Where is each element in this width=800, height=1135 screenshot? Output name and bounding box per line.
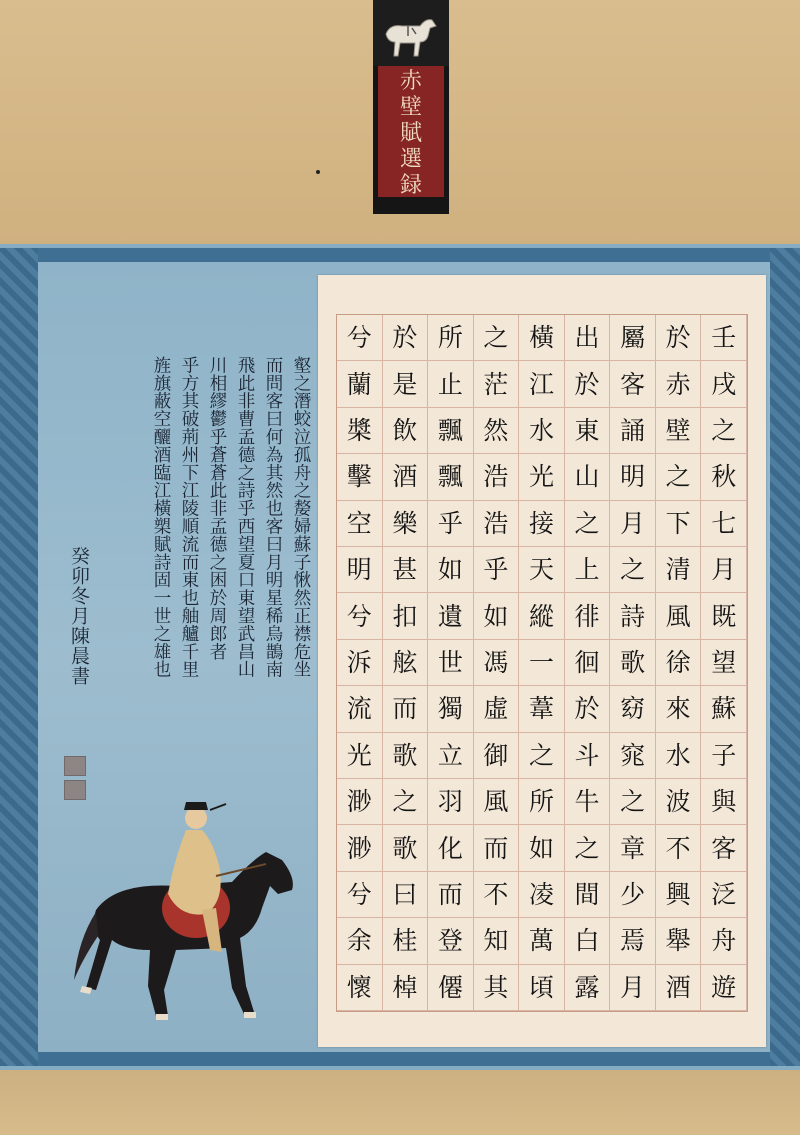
grid-cell: 白	[565, 918, 611, 964]
grid-cell: 飲	[383, 408, 429, 454]
ink-speck	[316, 170, 320, 174]
grid-cell: 獨	[428, 686, 474, 732]
grid-cell: 桂	[383, 918, 429, 964]
title-char: 選	[399, 147, 422, 172]
calligraphy-grid	[336, 314, 748, 1012]
grid-cell: 下	[656, 501, 702, 547]
grid-cell: 泛	[701, 872, 747, 918]
grid-cell: 之	[519, 733, 565, 779]
grid-cell: 虛	[474, 686, 520, 732]
grid-cell: 清	[656, 547, 702, 593]
grid-cell: 羽	[428, 779, 474, 825]
grid-cell: 風	[656, 593, 702, 639]
grid-cell: 所	[428, 315, 474, 361]
signature-line: 癸卯冬月陳晨書	[68, 546, 90, 686]
grid-cell: 立	[428, 733, 474, 779]
title-char: 録	[399, 173, 422, 198]
grid-cell: 如	[474, 593, 520, 639]
grid-cell: 棹	[383, 965, 429, 1011]
grid-cell: 之	[474, 315, 520, 361]
grid-cell: 化	[428, 825, 474, 871]
grid-cell: 戌	[701, 361, 747, 407]
grid-cell: 蘇	[701, 686, 747, 732]
grid-cell: 之	[565, 825, 611, 871]
grid-cell: 御	[474, 733, 520, 779]
grid-cell: 壬	[701, 315, 747, 361]
book-title-label	[378, 66, 444, 197]
grid-cell: 流	[337, 686, 383, 732]
colophon-line: 飛此非曹孟德之詩乎西望夏口東望武昌山	[235, 356, 255, 679]
grid-cell: 而	[474, 825, 520, 871]
grid-cell: 於	[565, 686, 611, 732]
grid-cell: 酒	[656, 965, 702, 1011]
grid-cell: 客	[701, 825, 747, 871]
grid-cell: 是	[383, 361, 429, 407]
grid-cell: 兮	[337, 315, 383, 361]
grid-cell: 東	[565, 408, 611, 454]
grid-cell: 舟	[701, 918, 747, 964]
grid-cell: 之	[610, 547, 656, 593]
horse-icon	[380, 12, 442, 60]
grid-cell: 樂	[383, 501, 429, 547]
grid-cell: 蘭	[337, 361, 383, 407]
grid-cell: 月	[701, 547, 747, 593]
grid-cell: 光	[337, 733, 383, 779]
grid-cell: 子	[701, 733, 747, 779]
grid-cell: 遊	[701, 965, 747, 1011]
grid-cell: 接	[519, 501, 565, 547]
grid-cell: 望	[701, 640, 747, 686]
grid-cell: 天	[519, 547, 565, 593]
grid-cell: 牛	[565, 779, 611, 825]
grid-cell: 酒	[383, 454, 429, 500]
grid-cell: 舉	[656, 918, 702, 964]
grid-cell: 徐	[656, 640, 702, 686]
grid-cell: 所	[519, 779, 565, 825]
grid-cell: 於	[656, 315, 702, 361]
grid-cell: 渺	[337, 825, 383, 871]
grid-cell: 然	[474, 408, 520, 454]
grid-cell: 風	[474, 779, 520, 825]
grid-cell: 之	[610, 779, 656, 825]
title-char: 赤	[399, 69, 422, 94]
grid-cell: 止	[428, 361, 474, 407]
grid-cell: 徘	[565, 593, 611, 639]
grid-cell: 歌	[610, 640, 656, 686]
grid-cell: 秋	[701, 454, 747, 500]
grid-cell: 興	[656, 872, 702, 918]
grid-cell: 余	[337, 918, 383, 964]
grid-cell: 僊	[428, 965, 474, 1011]
colophon-text	[112, 356, 312, 756]
colophon-line: 壑之潛蛟泣孤舟之嫠婦蘇子愀然正襟危坐	[291, 356, 311, 679]
grid-cell: 屬	[610, 315, 656, 361]
grid-cell: 誦	[610, 408, 656, 454]
grid-cell: 世	[428, 640, 474, 686]
grid-cell: 知	[474, 918, 520, 964]
left-pattern-border	[0, 248, 38, 1066]
colophon-line: 川相繆鬱乎蒼蒼此非孟德之困於周郎者	[207, 356, 227, 661]
grid-cell: 徊	[565, 640, 611, 686]
grid-cell: 萬	[519, 918, 565, 964]
grid-cell: 葦	[519, 686, 565, 732]
grid-cell: 而	[428, 872, 474, 918]
grid-cell: 來	[656, 686, 702, 732]
grid-cell: 一	[519, 640, 565, 686]
grid-cell: 江	[519, 361, 565, 407]
grid-cell: 泝	[337, 640, 383, 686]
grid-cell: 空	[337, 501, 383, 547]
grid-cell: 乎	[474, 547, 520, 593]
grid-cell: 窈	[610, 686, 656, 732]
grid-cell: 水	[656, 733, 702, 779]
horse-rider-illustration	[56, 790, 306, 1030]
grid-cell: 不	[656, 825, 702, 871]
grid-cell: 如	[428, 547, 474, 593]
grid-cell: 波	[656, 779, 702, 825]
grid-cell: 飄	[428, 454, 474, 500]
grid-cell: 擊	[337, 454, 383, 500]
grid-cell: 之	[565, 501, 611, 547]
grid-cell: 橫	[519, 315, 565, 361]
grid-cell: 光	[519, 454, 565, 500]
grid-cell: 客	[610, 361, 656, 407]
grid-cell: 兮	[337, 872, 383, 918]
grid-cell: 乎	[428, 501, 474, 547]
colophon-line: 而問客曰何為其然也客曰月明星稀烏鵲南	[263, 356, 283, 679]
grid-cell: 槳	[337, 408, 383, 454]
grid-cell: 不	[474, 872, 520, 918]
grid-cell: 詩	[610, 593, 656, 639]
grid-cell: 飄	[428, 408, 474, 454]
colophon-line: 旌旗蔽空釃酒臨江橫槊賦詩固一世之雄也	[151, 356, 171, 679]
grid-cell: 登	[428, 918, 474, 964]
title-char: 壁	[399, 95, 422, 120]
grid-cell: 縱	[519, 593, 565, 639]
grid-cell: 舷	[383, 640, 429, 686]
lower-paper-background	[0, 1070, 800, 1135]
grid-cell: 兮	[337, 593, 383, 639]
grid-cell: 七	[701, 501, 747, 547]
grid-cell: 浩	[474, 501, 520, 547]
grid-cell: 斗	[565, 733, 611, 779]
grid-cell: 少	[610, 872, 656, 918]
grid-cell: 明	[610, 454, 656, 500]
grid-cell: 月	[610, 501, 656, 547]
grid-cell: 渺	[337, 779, 383, 825]
grid-cell: 歌	[383, 825, 429, 871]
grid-cell: 焉	[610, 918, 656, 964]
grid-cell: 曰	[383, 872, 429, 918]
grid-cell: 馮	[474, 640, 520, 686]
grid-cell: 於	[383, 315, 429, 361]
title-char: 賦	[399, 121, 422, 146]
grid-cell: 與	[701, 779, 747, 825]
grid-cell: 頃	[519, 965, 565, 1011]
colophon-line: 乎方其破荊州下江陵順流而東也舳艫千里	[179, 356, 199, 679]
grid-cell: 歌	[383, 733, 429, 779]
grid-cell: 之	[701, 408, 747, 454]
grid-cell: 如	[519, 825, 565, 871]
grid-cell: 水	[519, 408, 565, 454]
grid-cell: 甚	[383, 547, 429, 593]
grid-cell: 間	[565, 872, 611, 918]
grid-cell: 山	[565, 454, 611, 500]
grid-cell: 其	[474, 965, 520, 1011]
right-pattern-border	[770, 248, 800, 1066]
grid-cell: 凌	[519, 872, 565, 918]
grid-cell: 上	[565, 547, 611, 593]
grid-cell: 壁	[656, 408, 702, 454]
grid-cell: 浩	[474, 454, 520, 500]
grid-cell: 懷	[337, 965, 383, 1011]
grid-cell: 出	[565, 315, 611, 361]
grid-cell: 之	[656, 454, 702, 500]
grid-cell: 章	[610, 825, 656, 871]
grid-cell: 於	[565, 361, 611, 407]
grid-cell: 明	[337, 547, 383, 593]
grid-cell: 遺	[428, 593, 474, 639]
mount-top-band	[0, 244, 800, 248]
grid-cell: 扣	[383, 593, 429, 639]
grid-cell: 既	[701, 593, 747, 639]
grid-cell: 赤	[656, 361, 702, 407]
grid-cell: 而	[383, 686, 429, 732]
grid-cell: 露	[565, 965, 611, 1011]
grid-cell: 茫	[474, 361, 520, 407]
grid-cell: 月	[610, 965, 656, 1011]
grid-cell: 之	[383, 779, 429, 825]
grid-cell: 窕	[610, 733, 656, 779]
